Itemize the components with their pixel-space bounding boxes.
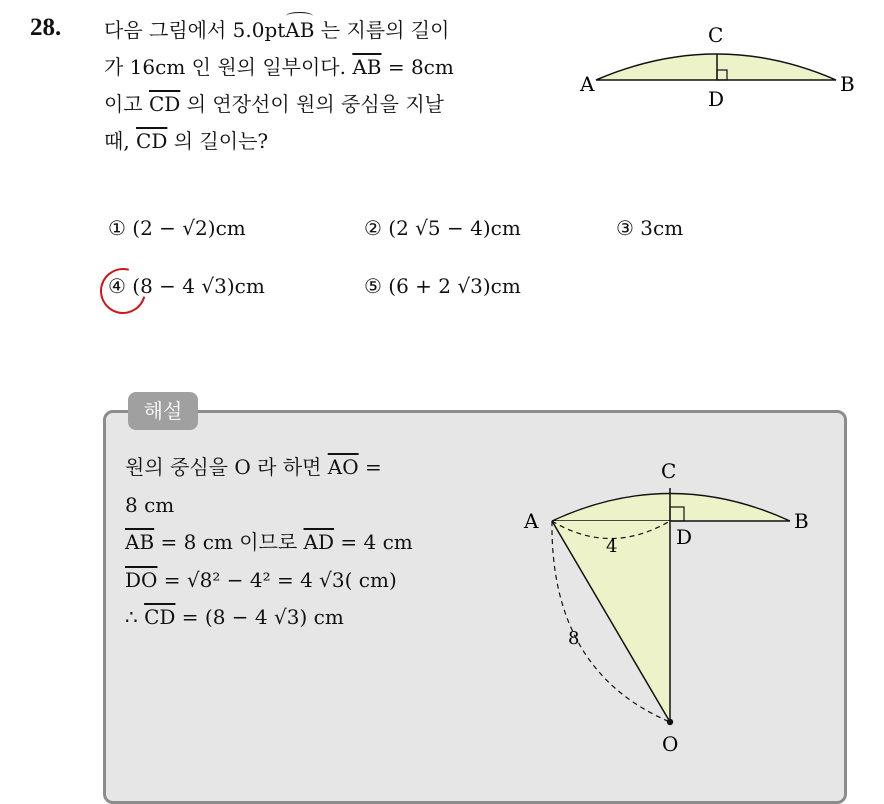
arc-region bbox=[596, 54, 836, 80]
choice-4[interactable] bbox=[108, 274, 265, 298]
choice-2-num: ② bbox=[364, 216, 382, 240]
length-ad: 4 bbox=[606, 536, 618, 557]
sol-l3-mid: = 8 cm 이므로 bbox=[154, 530, 304, 554]
choice-3-text: 3cm bbox=[640, 216, 684, 240]
q-line1-post: 는 지름의 길이 bbox=[314, 18, 450, 42]
choice-5-text: (6 + 2 √3)cm bbox=[388, 274, 521, 298]
arc-ab: AB bbox=[285, 12, 314, 49]
sol-ab: $\overline{AB}$ bbox=[125, 530, 155, 554]
length-ao: 8 bbox=[568, 628, 580, 649]
choice-3-num: ③ bbox=[616, 216, 634, 240]
question-number: 28. bbox=[30, 14, 62, 41]
sol-l2: 8 cm bbox=[125, 492, 175, 517]
choice-5[interactable] bbox=[364, 274, 521, 298]
sol-l1-post: = bbox=[358, 455, 382, 479]
segment-ab: $\overline{AB}$ bbox=[352, 55, 382, 79]
label-a: A bbox=[580, 72, 595, 96]
sol-l5-pre: ∴ bbox=[125, 605, 145, 629]
solution-figure bbox=[520, 456, 820, 761]
sol-do: $\overline{DO}$ bbox=[125, 567, 158, 592]
choice-2-text: (2 √5 − 4)cm bbox=[388, 216, 521, 240]
choice-4-text: (8 − 4 √3)cm bbox=[132, 274, 265, 298]
q-line4-post: 의 길이는? bbox=[167, 129, 269, 153]
choice-5-num: ⑤ bbox=[364, 274, 382, 298]
q-line3-post: 의 연장선이 원의 중심을 지날 bbox=[180, 92, 444, 116]
sol-label-b: B bbox=[794, 509, 809, 533]
choice-1[interactable] bbox=[108, 216, 246, 240]
sol-l3-post: = 4 cm bbox=[334, 530, 413, 554]
choice-3[interactable] bbox=[616, 216, 683, 240]
label-c: C bbox=[708, 23, 724, 47]
q-line4-pre: 때, bbox=[104, 129, 137, 153]
sol-label-d: D bbox=[676, 525, 693, 549]
choice-1-text: (2 − √2)cm bbox=[132, 216, 246, 240]
segment-cd: $\overline{CD}$ bbox=[149, 92, 181, 116]
center-point-o bbox=[667, 719, 673, 725]
segment-cd-2: $\overline{CD}$ bbox=[136, 129, 168, 153]
sol-ad: $\overline{AD}$ bbox=[303, 530, 335, 554]
q-line1-pre: 다음 그림에서 5.0pt bbox=[104, 18, 286, 42]
solution-text bbox=[125, 449, 413, 637]
sol-l5-post: = (8 − 4 √3) cm bbox=[175, 605, 344, 629]
choice-1-num: ① bbox=[108, 216, 126, 240]
label-b: B bbox=[840, 72, 855, 96]
label-d: D bbox=[708, 87, 725, 108]
sol-l1-pre: 원의 중심을 O 라 하면 bbox=[125, 455, 328, 479]
q-line2-pre: 가 16cm 인 원의 일부이다. bbox=[104, 55, 353, 79]
sol-label-c: C bbox=[661, 459, 677, 483]
sol-cd: $\overline{CD}$ bbox=[144, 605, 176, 629]
solution-tag: 해설 bbox=[128, 392, 198, 430]
answer-mark-circle bbox=[92, 260, 155, 323]
arc-figure bbox=[568, 18, 868, 108]
q-line3-pre: 이고 bbox=[104, 92, 149, 116]
question-text bbox=[104, 12, 554, 160]
choice-4-num: ④ bbox=[108, 274, 126, 298]
sol-l4-post: = √8² − 4² = 4 √3( cm) bbox=[157, 567, 397, 592]
q-line2-post: = 8cm bbox=[381, 55, 454, 79]
sol-ao: $\overline{AO}$ bbox=[327, 455, 359, 479]
choice-2[interactable] bbox=[364, 216, 521, 240]
sol-label-o: O bbox=[662, 732, 679, 756]
sol-label-a: A bbox=[524, 509, 539, 533]
